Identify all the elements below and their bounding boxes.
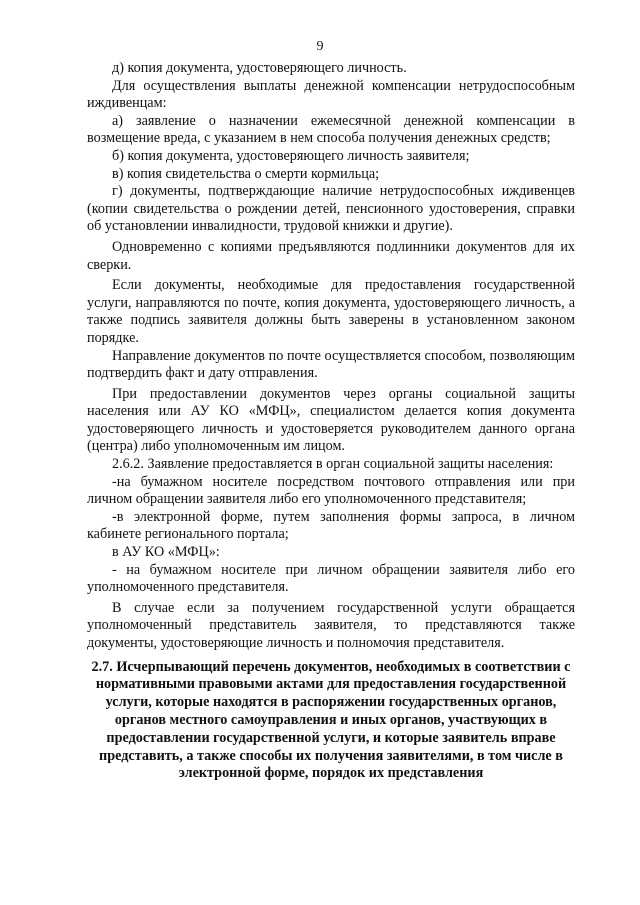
paragraph-representative: В случае если за получением государственной услуги обращается уполномоченный представитель заявителя, то представляются также документы, удостоверяющие личность и полномочия представителя. bbox=[87, 599, 575, 651]
paragraph-in-mfc: в АУ КО «МФЦ»: bbox=[112, 544, 220, 561]
paragraph-originals: Одновременно с копиями предъявляются подлинники документов для их сверки. bbox=[87, 238, 575, 273]
paragraph-via-mfc: При предоставлении документов через органы социальной защиты населения или АУ КО «МФЦ», специалистом делается копия документа удостоверяющего личность и удостоверяется руководителем данного органа (центра) либо уполномоченным им лицом. bbox=[87, 385, 575, 455]
paragraph-item-d: д) копия документа, удостоверяющего личность. bbox=[112, 60, 407, 76]
paragraph-by-post: Если документы, необходимые для предоставления государственной услуги, направляются по почте, копия документа, удостоверяющего личность, а также подпись заявителя должны быть заверены в установленном законом порядке. bbox=[87, 277, 575, 346]
paragraph-paper-carrier: -на бумажном носителе посредством почтового отправления или при личном обращении заявителя либо его уполномоченного представителя; bbox=[87, 473, 575, 508]
paragraph-item-g: г) документы, подтверждающие наличие нетрудоспособных иждивенцев (копии свидетельства о рождении детей, пенсионного удостоверения, справки об установлении инвалидности, трудовой книжки и другие). bbox=[87, 183, 575, 235]
paragraph-mfc-paper: - на бумажном носителе при личном обращении заявителя либо его уполномоченного представителя. bbox=[87, 561, 575, 596]
document-body bbox=[87, 60, 575, 783]
section-heading-2-7: 2.7. Исчерпывающий перечень документов, необходимых в соответствии с нормативными правовыми актами для предоставления государственной услуги, которые находятся в распоряжении государственных органов, органов местного самоуправления и иных органов, участвующих в предоставлении государственной услуги, и которые заявитель вправе представить, а также способы их получения заявителями, в том числе в электронной форме, порядок их представления bbox=[91, 658, 571, 782]
paragraph-electronic-form: -в электронной форме, путем заполнения формы запроса, в личном кабинете регионального портала; bbox=[87, 508, 575, 543]
page-number: 9 bbox=[316, 39, 324, 54]
paragraph-item-a: а) заявление о назначении ежемесячной денежной компенсации в возмещение вреда, с указанием в нем способа получения денежных средств; bbox=[87, 112, 575, 147]
paragraph-item-v: в) копия свидетельства о смерти кормильца; bbox=[112, 165, 380, 182]
paragraph-post-method: Направление документов по почте осуществляется способом, позволяющим подтвердить факт и дату отправления. bbox=[87, 347, 575, 382]
paragraph-2-6-2: 2.6.2. Заявление предоставляется в орган социальной защиты населения: bbox=[112, 456, 554, 473]
paragraph-dependents-intro: Для осуществления выплаты денежной компенсации нетрудоспособным иждивенцам: bbox=[87, 77, 575, 112]
paragraph-item-b: б) копия документа, удостоверяющего личность заявителя; bbox=[112, 147, 470, 164]
